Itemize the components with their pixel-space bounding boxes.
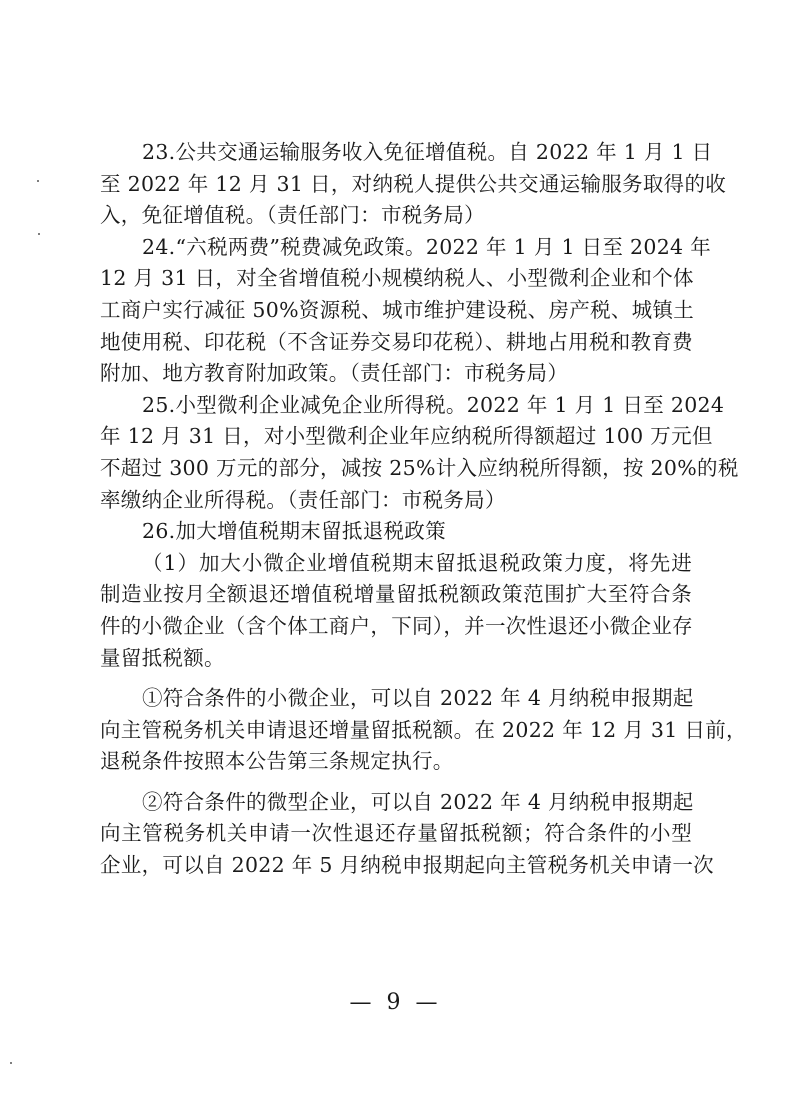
text-line: 地使用税、印花税（不含证券交易印花税）、耕地占用税和教育费 [100, 329, 693, 354]
text-line: 12 月 31 日，对全省增值税小规模纳税人、小型微利企业和个体 [100, 266, 694, 291]
paragraph-24 [100, 232, 712, 390]
text-line: 不超过 300 万元的部分，减按 25%计入应纳税所得额，按 20%的税 [100, 455, 739, 480]
text-line: ②符合条件的微型企业，可以自 2022 年 4 月纳税申报期起 [142, 789, 694, 814]
text-line: 退税条件按照本公告第三条规定执行。 [100, 749, 454, 774]
text-line: 制造业按月全额退还增值税增量留抵税额政策范围扩大至符合条 [100, 582, 692, 607]
scan-speck [37, 180, 39, 182]
text-line: 向主管税务机关申请一次性退还存量留抵税额；符合条件的小型 [100, 821, 692, 846]
text-line: 件的小微企业（含个体工商户，下同），并一次性退还小微企业存 [100, 613, 693, 638]
text-line: 23.公共交通运输服务收入免征增值税。自 2022 年 1 月 1 日 [142, 140, 713, 164]
text-line: 25.小型微利企业减免企业所得税。2022 年 1 月 1 日至 2024 [142, 392, 725, 417]
text-line: 量留抵税额。 [100, 645, 225, 670]
scan-speck [10, 1062, 12, 1064]
paragraph-25 [100, 390, 739, 516]
paragraph-26-1 [100, 548, 692, 674]
text-line: 向主管税务机关申请退还增量留抵税额。在 2022 年 12 月 31 日前， [100, 717, 747, 742]
text-line: 率缴纳企业所得税。（责任部门：市税务局） [100, 487, 506, 512]
paragraph-item-1 [100, 683, 747, 778]
text-line: 企业，可以自 2022 年 5 月纳税申报期起向主管税务机关申请一次 [100, 853, 714, 878]
paragraph-26-heading [100, 516, 692, 548]
text-line: 工商户实行减征 50%资源税、城市维护建设税、房产税、城镇土 [100, 297, 695, 322]
paragraph-item-2 [100, 787, 714, 882]
text-line: 附加、地方教育附加政策。（责任部门：市税务局） [100, 361, 569, 386]
paragraph-23 [100, 137, 727, 232]
text-line: 至 2022 年 12 月 31 日，对纳税人提供公共交通运输服务取得的收 [100, 171, 727, 196]
section-heading: 26.加大增值税期末留抵退税政策 [142, 519, 446, 544]
text-line: 入，免征增值税。（责任部门：市税务局） [100, 203, 485, 228]
page-number: — 9 — [349, 990, 442, 1015]
text-line: 24.“六税两费”税费减免政策。2022 年 1 月 1 日至 2024 年 [142, 234, 712, 259]
text-line: 年 12 月 31 日，对小型微利企业年应纳税所得额超过 100 万元但 [100, 424, 713, 449]
scan-speck [38, 233, 40, 235]
document-body [100, 137, 747, 882]
text-line: （1）加大小微企业增值税期末留抵退税政策力度，将先进 [142, 550, 692, 575]
text-line: ①符合条件的小微企业，可以自 2022 年 4 月纳税申报期起 [142, 686, 694, 711]
